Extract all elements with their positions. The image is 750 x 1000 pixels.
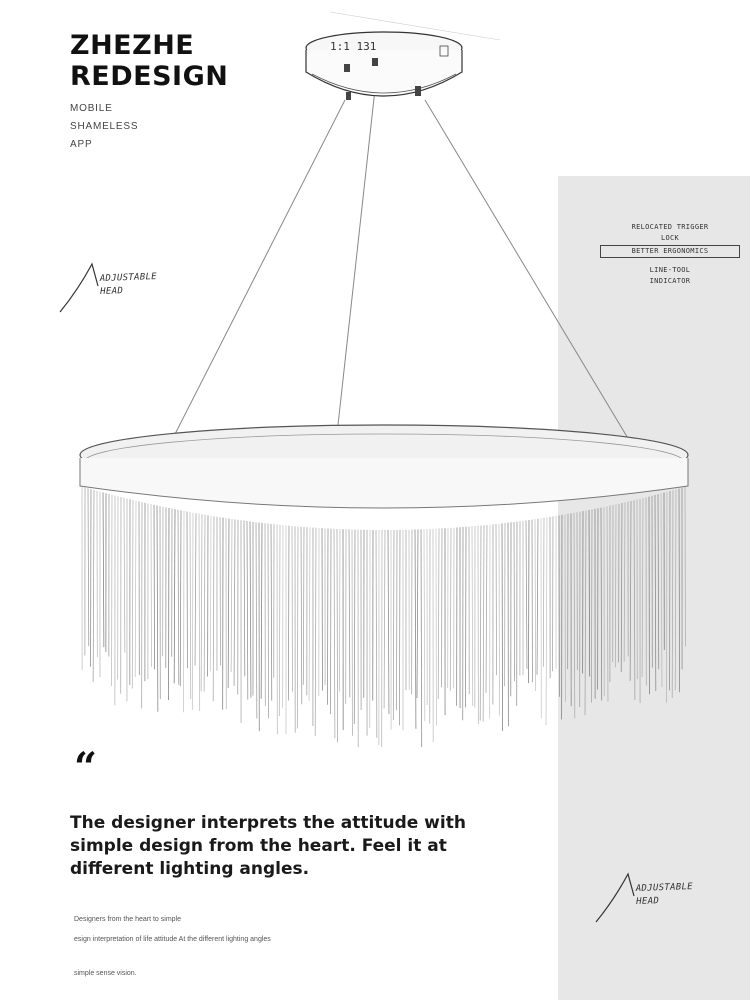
- fringe-strand: [655, 495, 656, 691]
- fringe-strand: [261, 523, 262, 699]
- fringe-strand: [486, 525, 487, 693]
- fringe-strand: [247, 521, 248, 700]
- left-head-line-1: ADJUSTABLE: [99, 272, 158, 284]
- fringe-strand: [234, 519, 235, 685]
- fringe-strand: [135, 501, 136, 677]
- fringe-strand: [642, 498, 643, 677]
- headline: The designer interprets the attitude with simple design from the heart. Feel it at different lighting angles.: [70, 813, 466, 879]
- fringe-strand: [393, 530, 394, 720]
- fringe-strand: [256, 522, 257, 718]
- fringe-strand: [174, 509, 175, 683]
- fringe-strand: [288, 526, 289, 701]
- fringe-strand: [192, 513, 193, 710]
- fringe-strand: [204, 515, 205, 692]
- right-head-annotation: [636, 881, 694, 909]
- right-head-line-2: HEAD: [636, 896, 660, 907]
- subtitle: [70, 100, 138, 154]
- body-line-2: esign interpretation of life attitude At the different lighting angles: [74, 936, 271, 943]
- right-note-2: LOCK: [660, 234, 680, 242]
- fringe-strand: [546, 517, 547, 725]
- fringe-strand: [672, 490, 673, 698]
- fringe-strand: [399, 530, 400, 725]
- fringe-strand: [297, 526, 298, 728]
- fringe-strand: [499, 524, 500, 716]
- fringe-strand: [349, 529, 350, 697]
- fringe-strand: [354, 530, 355, 724]
- fringe-strand: [327, 529, 328, 705]
- body-line-1: Designers from the heart to simple: [74, 916, 181, 923]
- left-head-annotation: [100, 271, 158, 299]
- fringe-strand: [535, 519, 536, 691]
- chandelier-ring: [80, 425, 688, 508]
- right-note-1: RELOCATED TRIGGER: [631, 223, 709, 231]
- fringe-strand: [244, 521, 245, 677]
- fringe-strand: [591, 509, 592, 702]
- fringe-strand: [607, 506, 608, 701]
- fringe-strand: [228, 519, 229, 688]
- fringe-strand: [472, 526, 473, 706]
- subtitle-line-2: SHAMELESS: [70, 121, 139, 132]
- fringe-strand: [661, 493, 662, 687]
- fringe-strand: [190, 512, 191, 699]
- fringe-strand: [450, 528, 451, 691]
- title-line-2: REDESIGN: [70, 61, 229, 92]
- fringe-strand: [615, 504, 616, 667]
- fringe-strand: [178, 510, 179, 685]
- fringe-strand: [480, 526, 481, 721]
- fringe-strand: [514, 522, 515, 681]
- fringe-strand: [157, 505, 158, 711]
- page-title: [70, 30, 228, 92]
- right-note-5: INDICATOR: [649, 277, 691, 285]
- fringe-strand: [309, 527, 310, 700]
- fringe-strand: [585, 511, 586, 716]
- left-annotation-stroke: [60, 264, 98, 312]
- fringe-strand: [88, 488, 89, 646]
- chandelier-fringe: [82, 487, 685, 748]
- fringe-strand: [421, 529, 422, 747]
- left-head-line-2: HEAD: [100, 286, 124, 297]
- fringe-strand: [201, 514, 202, 691]
- fringe-strand: [195, 513, 196, 665]
- fringe-strand: [330, 529, 331, 714]
- wire-center: [338, 62, 378, 425]
- fringe-strand: [210, 516, 211, 672]
- fringe-strand: [334, 529, 335, 739]
- fringe-strand: [415, 530, 416, 729]
- fringe-strand: [526, 520, 527, 669]
- fringe-strand: [496, 524, 497, 675]
- body-line-3: simple sense vision.: [74, 970, 137, 977]
- fringe-strand: [438, 529, 439, 699]
- fringe-strand: [396, 530, 397, 710]
- fringe-strand: [250, 521, 251, 697]
- right-annotation-stroke: [596, 874, 634, 922]
- right-head-line-1: ADJUSTABLE: [635, 882, 694, 894]
- subtitle-line-1: MOBILE: [70, 103, 113, 114]
- fringe-strand: [388, 530, 389, 714]
- fringe-strand: [180, 510, 181, 686]
- fringe-strand: [220, 517, 221, 665]
- fringe-strand: [630, 501, 631, 681]
- fringe-strand: [315, 528, 316, 736]
- wire-left: [172, 100, 345, 440]
- fringe-strand: [103, 492, 104, 647]
- subtitle-line-3: APP: [70, 139, 93, 150]
- fringe-strand: [303, 527, 304, 685]
- right-note-4: LINE-TOOL: [649, 266, 691, 274]
- fringe-strand: [339, 529, 340, 691]
- canopy-label: 1:1 131: [330, 40, 377, 53]
- fringe-strand: [124, 498, 125, 653]
- fringe-strand: [658, 494, 659, 669]
- fringe-strand: [271, 524, 272, 701]
- fringe-strand: [213, 516, 214, 701]
- fringe-strand: [675, 489, 676, 690]
- fringe-strand: [384, 530, 385, 708]
- fringe-strand: [589, 510, 590, 676]
- fringe-strand: [417, 529, 418, 698]
- fringe-strand: [574, 513, 575, 719]
- fringe-strand: [537, 519, 538, 675]
- fringe-strand: [301, 527, 302, 705]
- fringe-strand: [621, 503, 622, 672]
- title-line-1: ZHEZHE: [70, 30, 195, 61]
- fringe-strand: [502, 523, 503, 731]
- quote-mark-icon: “: [74, 744, 98, 791]
- fringe-strand: [93, 490, 94, 682]
- fringe-strand: [483, 525, 484, 721]
- fringe-strand: [199, 514, 200, 711]
- fringe-strand: [634, 500, 635, 700]
- fringe-strand: [424, 529, 425, 721]
- fringe-strand: [543, 518, 544, 667]
- fringe-strand: [132, 500, 133, 689]
- fringe-strand: [268, 524, 269, 719]
- fringe-strand: [154, 505, 155, 670]
- fringe-strand: [231, 519, 232, 672]
- fringe-strand: [601, 508, 602, 701]
- fringe-strand: [528, 520, 529, 683]
- fringe-strand: [337, 529, 338, 742]
- fringe-strand: [624, 502, 625, 661]
- fringe-strand: [679, 489, 680, 693]
- right-note-3: BETTER ERGONOMICS: [600, 245, 740, 258]
- fringe-strand: [279, 525, 280, 716]
- right-notes: [600, 222, 740, 287]
- fringe-strand: [376, 530, 377, 738]
